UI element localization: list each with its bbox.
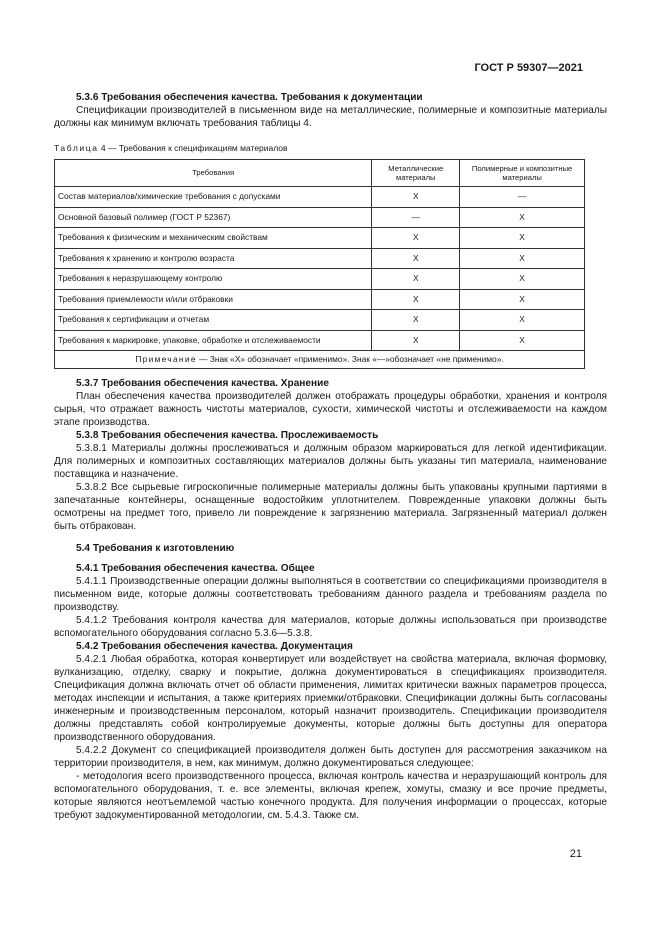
metal-cell: X (372, 330, 460, 351)
requirement-cell: Состав материалов/химические требования с допусками (55, 187, 372, 208)
requirement-cell: Требования к маркировке, упаковке, обработке и отслеживаемости (55, 330, 372, 351)
table-row (55, 289, 585, 310)
polymer-cell: X (460, 269, 585, 290)
polymer-cell: — (460, 187, 585, 208)
section-heading-5-3-6: 5.3.6 Требования обеспечения качества. Требования к документации (76, 92, 423, 103)
column-header-requirements: Требования (55, 160, 372, 187)
paragraph: Спецификации производителей в письменном виде на металлические, полимерные и композитные материалы должны как минимум включать требования таблицы 4. (54, 105, 607, 129)
paragraph: 5.4.2.2 Документ со спецификацией производителя должен быть доступен для рассмотрения заказчиком на территории производителя, в нем, как минимум, должно документироваться следующее: (54, 745, 607, 769)
requirement-cell: Требования к физическим и механическим свойствам (55, 228, 372, 249)
metal-cell: X (372, 269, 460, 290)
table-note-text: — Знак «X» обозначает «применимо». Знак «—»обозначает «не применимо». (196, 354, 504, 364)
table-row (55, 310, 585, 331)
table-row (55, 228, 585, 249)
section-heading-5-4: 5.4 Требования к изготовлению (76, 543, 235, 554)
metal-cell: X (372, 310, 460, 331)
table-row (55, 330, 585, 351)
polymer-cell: X (460, 330, 585, 351)
table-row (55, 207, 585, 228)
table-caption (54, 142, 607, 155)
table-row (55, 269, 585, 290)
polymer-cell: X (460, 248, 585, 269)
paragraph: 5.3.8.1 Материалы должны прослеживаться и должным образом маркироваться для легкой идентификации. Для полимерных и композитных составляющих материалов должны быть указаны тип материала, наименование поставщика и назначение. (54, 443, 607, 480)
standard-number: ГОСТ Р 59307—2021 (474, 62, 583, 74)
metal-cell: X (372, 248, 460, 269)
metal-cell: — (372, 207, 460, 228)
page-body (54, 91, 607, 822)
table-header-row (55, 160, 585, 187)
paragraph: 5.4.1.1 Производственные операции должны выполняться в соответствии со спецификациями производителя в письменном виде, которые должны соответствовать требованиям данного раздела и требованиям раздела по производству. (54, 576, 607, 613)
polymer-cell: X (460, 228, 585, 249)
paragraph: 5.4.2.1 Любая обработка, которая конвертирует или воздействует на свойства материала, включая формовку, вулканизацию, отделку, сварку и покрытие, должна документироваться в спецификациях производителя. Спецификация должна включать отчет об области применения, лимитах критически важных параметров процесса, методах инспекции и испытания, а также критериях приемки/отбраковки. Спецификации должны быть согласованы инженерным и производственным персоналом, который назначит производитель. Спецификации производителя должны представлять собой контролируемые документы, которые должны быть доступны для оператора производственного оборудования. (54, 654, 607, 743)
metal-cell: X (372, 228, 460, 249)
polymer-cell: X (460, 310, 585, 331)
table-note-row (55, 351, 585, 369)
requirement-cell: Требования приемлемости и/или отбраковки (55, 289, 372, 310)
table-row (55, 187, 585, 208)
table-caption-prefix: Таблица (54, 143, 99, 153)
section-heading-5-3-8: 5.3.8 Требования обеспечения качества. Прослеживаемость (76, 430, 379, 441)
section-heading-5-4-2: 5.4.2 Требования обеспечения качества. Документация (76, 641, 353, 652)
section-heading-5-4-1: 5.4.1 Требования обеспечения качества. Общее (76, 563, 315, 574)
polymer-cell: X (460, 207, 585, 228)
table-note (55, 351, 585, 369)
requirement-cell: Требования к неразрушающему контролю (55, 269, 372, 290)
table-caption-title: 4 — Требования к спецификациям материалов (98, 143, 288, 153)
metal-cell: X (372, 187, 460, 208)
section-heading-5-3-7: 5.3.7 Требования обеспечения качества. Хранение (76, 378, 329, 389)
metal-cell: X (372, 289, 460, 310)
column-header-metal: Металлические материалы (372, 160, 460, 187)
requirement-cell: Требования к сертификации и отчетам (55, 310, 372, 331)
paragraph: План обеспечения качества производителей должен отображать процедуры обработки, хранения и контроля сырья, что отражает важность чистоты материалов, сухости, химической чистоты и отслеживаемости на каждом этапе производства. (54, 391, 607, 428)
page-number: 21 (569, 848, 582, 860)
materials-spec-table (54, 159, 585, 369)
table-note-prefix: Примечание (135, 354, 197, 364)
list-item: - методология всего производственного процесса, включая контроль качества и неразрушающий контроль для вспомогательного оборудования, т. е. все элементы, включая крепеж, хомуты, смазку и все прочие предметы, которые являются неотъемлемой частью конечного продукта. Для получения информации о процессах, которые требуют задокументированной методологии, см. 5.4.3. Также см. (54, 771, 607, 821)
paragraph: 5.3.8.2 Все сырьевые гигроскопичные полимерные материалы должны быть упакованы крупными партиями в запечатанные контейнеры, оснащенные водостойким уплотнителем. Поврежденные упаковки должны быть осмотрены на предмет того, привело ли повреждение к загрязнению материала. Загрязненный материал должен быть отбракован. (54, 482, 607, 532)
paragraph: 5.4.1.2 Требования контроля качества для материалов, которые должны использоваться при производстве вспомогательного оборудования согласно 5.3.6—5.3.8. (54, 615, 607, 639)
polymer-cell: X (460, 289, 585, 310)
requirement-cell: Требования к хранению и контролю возраста (55, 248, 372, 269)
table-row (55, 248, 585, 269)
column-header-polymer: Полимерные и композитные материалы (460, 160, 585, 187)
requirement-cell: Основной базовый полимер (ГОСТ Р 52367) (55, 207, 372, 228)
